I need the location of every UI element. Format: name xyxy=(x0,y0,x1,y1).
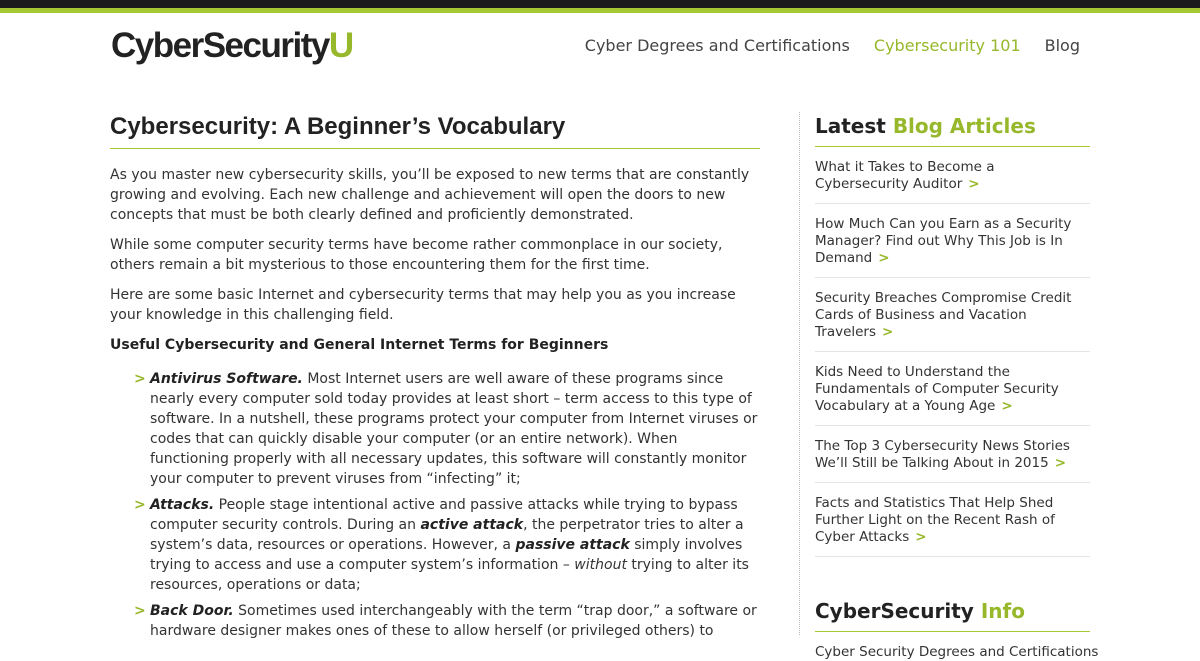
term-name: Attacks. xyxy=(150,497,215,513)
heading-plain: Latest xyxy=(815,114,886,138)
latest-articles-heading xyxy=(815,112,1090,147)
bullet-arrow-icon: > xyxy=(134,497,146,513)
article-link[interactable] xyxy=(815,483,1090,557)
heading-accent: Blog Articles xyxy=(892,114,1036,138)
term-item xyxy=(110,369,760,489)
top-bar-green xyxy=(0,8,1200,13)
heading-plain: CyberSecurity xyxy=(815,599,974,623)
heading-accent: Info xyxy=(980,599,1025,623)
nav-link-cybersecurity-101[interactable]: Cybersecurity 101 xyxy=(873,36,1021,55)
page-title: Cybersecurity: A Beginner’s Vocabulary xyxy=(110,112,760,149)
article-link[interactable] xyxy=(815,426,1090,483)
nav-link-cyber-degrees[interactable]: Cyber Degrees and Certifications xyxy=(584,36,850,55)
article-title: Kids Need to Understand the Fundamentals of Computer Security Vocabulary at a Young Age xyxy=(815,364,1059,414)
term-item xyxy=(110,601,760,641)
intro-paragraph: While some computer security terms have become rather commonplace in our society, others remain a bit mysterious to those encountering them for the first time. xyxy=(110,237,723,273)
term-emphasis: passive attack xyxy=(515,537,630,553)
bullet-arrow-icon: > xyxy=(134,371,146,387)
article-title: How Much Can you Earn as a Security Manager? Find out Why This Job is In Demand xyxy=(815,216,1072,266)
intro-paragraph: Here are some basic Internet and cybersecurity terms that may help you as you increase your knowledge in this challenging field. xyxy=(110,287,736,323)
logo-text: CyberSecurity xyxy=(111,26,329,65)
info-heading xyxy=(815,597,1090,632)
chevron-right-icon: > xyxy=(882,324,894,340)
article-link[interactable] xyxy=(815,147,1090,204)
article-link[interactable] xyxy=(815,352,1090,426)
article-title: Facts and Statistics That Help Shed Further Light on the Recent Rash of Cyber Attacks xyxy=(815,495,1055,545)
main-content xyxy=(110,112,760,647)
term-item xyxy=(110,495,760,595)
logo-accent: U xyxy=(328,26,353,65)
bullet-arrow-icon: > xyxy=(134,603,146,619)
info-link[interactable]: Cyber Security Degrees and Certifications xyxy=(815,644,1099,660)
chevron-right-icon: > xyxy=(915,529,927,545)
intro-paragraph: As you master new cybersecurity skills, you’ll be exposed to new terms that are constantly growing and evolving. Each new challenge and achievement will open the doors to new concepts that must be both clearly defined and proficiently demonstrated. xyxy=(110,167,750,223)
term-emphasis: without xyxy=(574,557,627,573)
article-link[interactable] xyxy=(815,278,1090,352)
term-emphasis: active attack xyxy=(420,517,524,533)
term-description: Sometimes used interchangeably with the term “trap door,” a software or hardware designer makes ones of these to allow herself (or privileged others) to xyxy=(150,603,757,639)
term-description: Most Internet users are well aware of these programs since nearly every computer sold today provides at least short – term access to this type of software. In a nutshell, these programs protect your computer from Internet viruses or codes that can quickly disable your computer (or an entire network). When functioning properly with all necessary updates, this software will constantly monitor your computer to prevent viruses from “infecting” it; xyxy=(150,371,758,487)
term-description: People stage intentional active and passive attacks while trying to bypass computer security controls. During an xyxy=(150,497,738,533)
sidebar xyxy=(815,112,1099,661)
top-bar-dark xyxy=(0,0,1200,8)
article-title: The Top 3 Cybersecurity News Stories We’ll Still be Talking About in 2015 xyxy=(815,438,1070,471)
article-title: What it Takes to Become a Cybersecurity Auditor xyxy=(815,159,995,192)
article-title: Security Breaches Compromise Credit Cards of Business and Vacation Travelers xyxy=(815,290,1072,340)
term-description: simply involves trying to access and use a computer system’s information – xyxy=(150,537,743,573)
chevron-right-icon: > xyxy=(968,176,980,192)
chevron-right-icon: > xyxy=(1001,398,1013,414)
term-name: Back Door. xyxy=(150,603,234,619)
chevron-right-icon: > xyxy=(878,250,890,266)
terms-subheading: Useful Cybersecurity and General Internet Terms for Beginners xyxy=(110,337,609,353)
chevron-right-icon: > xyxy=(1054,455,1067,471)
site-logo[interactable] xyxy=(111,26,353,66)
column-divider xyxy=(799,112,800,635)
main-nav xyxy=(585,36,1080,55)
nav-link-blog[interactable]: Blog xyxy=(1044,36,1080,55)
article-link[interactable] xyxy=(815,204,1090,278)
term-description: , the perpetrator tries to alter a system’s data, resources or operations. However, a xyxy=(150,517,744,553)
term-name: Antivirus Software. xyxy=(150,371,303,387)
terms-list xyxy=(110,369,760,641)
article-list xyxy=(815,147,1090,557)
term-description: trying to alter its resources, operations or data; xyxy=(150,557,749,593)
